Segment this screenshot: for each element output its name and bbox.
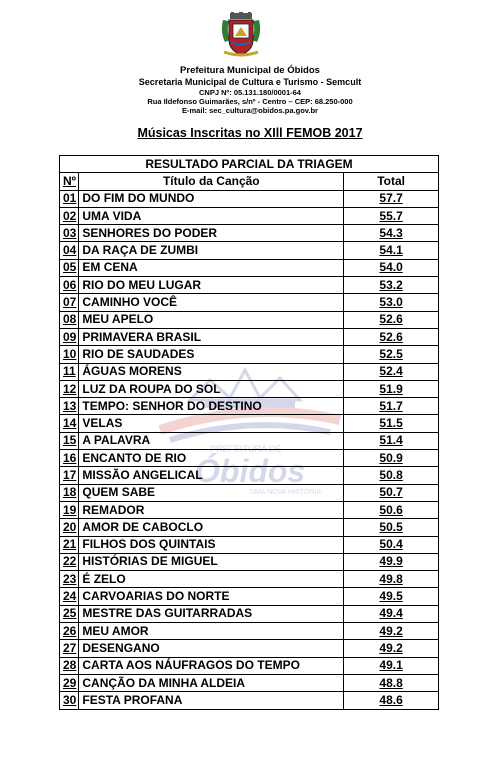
- row-total: 50.4: [344, 536, 439, 553]
- row-title: MISSÃO ANGELICAL: [79, 467, 344, 484]
- row-title: CARVOARIAS DO NORTE: [79, 588, 344, 605]
- row-number: 26: [60, 623, 79, 640]
- row-number: 06: [60, 277, 79, 294]
- table-row: [60, 605, 439, 622]
- row-number: 05: [60, 259, 79, 276]
- row-title: FILHOS DOS QUINTAIS: [79, 536, 344, 553]
- row-title: CANÇÃO DA MINHA ALDEIA: [79, 674, 344, 691]
- row-title: SENHORES DO PODER: [79, 225, 344, 242]
- table-row: [60, 415, 439, 432]
- row-total: 52.5: [344, 346, 439, 363]
- department-name: Secretaria Municipal de Cultura e Turismo - Semcult: [138, 77, 362, 87]
- row-title: QUEM SABE: [79, 484, 344, 501]
- row-number: 11: [60, 363, 79, 380]
- row-total: 49.8: [344, 571, 439, 588]
- table-row: [60, 623, 439, 640]
- row-total: 49.4: [344, 605, 439, 622]
- row-total: 50.9: [344, 450, 439, 467]
- table-header-row: [60, 173, 439, 190]
- row-total: 53.2: [344, 277, 439, 294]
- row-title: RIO DO MEU LUGAR: [79, 277, 344, 294]
- row-number: 24: [60, 588, 79, 605]
- table-row: [60, 398, 439, 415]
- row-number: 15: [60, 432, 79, 449]
- row-total: 53.0: [344, 294, 439, 311]
- row-number: 09: [60, 328, 79, 345]
- row-title: AMOR DE CABOCLO: [79, 519, 344, 536]
- header-total: Total: [344, 173, 439, 190]
- table-row: [60, 536, 439, 553]
- table-row: [60, 432, 439, 449]
- table-row: [60, 519, 439, 536]
- table-row: [60, 657, 439, 674]
- row-total: 50.5: [344, 519, 439, 536]
- row-title: EM CENA: [79, 259, 344, 276]
- table-row: [60, 380, 439, 397]
- org-name: Prefeitura Municipal de Óbidos: [180, 65, 320, 76]
- row-number: 23: [60, 571, 79, 588]
- row-total: 51.5: [344, 415, 439, 432]
- table-caption-row: [60, 156, 439, 173]
- row-title: DA RAÇA DE ZUMBI: [79, 242, 344, 259]
- row-title: UMA VIDA: [79, 207, 344, 224]
- row-total: 49.2: [344, 623, 439, 640]
- row-total: 50.8: [344, 467, 439, 484]
- row-total: 57.7: [344, 190, 439, 207]
- row-title: CAMINHO VOCÊ: [79, 294, 344, 311]
- row-number: 02: [60, 207, 79, 224]
- row-total: 48.6: [344, 692, 439, 709]
- row-title: ENCANTO DE RIO: [79, 450, 344, 467]
- row-total: 48.8: [344, 674, 439, 691]
- table-row: [60, 484, 439, 501]
- row-title: ÁGUAS MORENS: [79, 363, 344, 380]
- table-row: [60, 467, 439, 484]
- row-title: DO FIM DO MUNDO: [79, 190, 344, 207]
- watermark-line1: PREFEITURA DE: [210, 444, 282, 454]
- email-line: E-mail: sec_cultura@obidos.pa.gov.br: [182, 106, 318, 115]
- row-number: 25: [60, 605, 79, 622]
- cnpj-line: CNPJ Nº: 05.131.180/0001-64: [199, 88, 301, 97]
- table-row: [60, 190, 439, 207]
- header-number: Nº: [60, 173, 79, 190]
- row-title: MESTRE DAS GUITARRADAS: [79, 605, 344, 622]
- row-number: 03: [60, 225, 79, 242]
- row-total: 51.7: [344, 398, 439, 415]
- row-number: 21: [60, 536, 79, 553]
- row-number: 22: [60, 553, 79, 570]
- row-total: 54.1: [344, 242, 439, 259]
- row-title: REMADOR: [79, 501, 344, 518]
- header-title: Título da Canção: [79, 173, 344, 190]
- table-row: [60, 692, 439, 709]
- row-total: 52.6: [344, 328, 439, 345]
- row-title: A PALAVRA: [79, 432, 344, 449]
- row-number: 13: [60, 398, 79, 415]
- municipal-crest-icon: [220, 12, 262, 58]
- row-number: 30: [60, 692, 79, 709]
- table-row: [60, 346, 439, 363]
- table-body: [60, 190, 439, 709]
- row-title: RIO DE SAUDADES: [79, 346, 344, 363]
- row-number: 08: [60, 311, 79, 328]
- row-title: VELAS: [79, 415, 344, 432]
- row-title: MEU APELO: [79, 311, 344, 328]
- table-row: [60, 311, 439, 328]
- row-total: 49.5: [344, 588, 439, 605]
- table-row: [60, 242, 439, 259]
- table-row: [60, 450, 439, 467]
- table-row: [60, 294, 439, 311]
- row-number: 29: [60, 674, 79, 691]
- row-number: 27: [60, 640, 79, 657]
- row-number: 07: [60, 294, 79, 311]
- row-number: 14: [60, 415, 79, 432]
- row-number: 12: [60, 380, 79, 397]
- row-number: 17: [60, 467, 79, 484]
- table-row: [60, 277, 439, 294]
- row-number: 28: [60, 657, 79, 674]
- table-caption: RESULTADO PARCIAL DA TRIAGEM: [60, 156, 439, 173]
- row-number: 19: [60, 501, 79, 518]
- table-row: [60, 225, 439, 242]
- row-total: 54.3: [344, 225, 439, 242]
- table-row: [60, 553, 439, 570]
- table-row: [60, 640, 439, 657]
- watermark-line3: UMA NOVA HISTÓRIA: [250, 489, 322, 496]
- row-title: TEMPO: SENHOR DO DESTINO: [79, 398, 344, 415]
- row-total: 52.4: [344, 363, 439, 380]
- row-number: 16: [60, 450, 79, 467]
- row-total: 49.1: [344, 657, 439, 674]
- table-row: [60, 207, 439, 224]
- table-row: [60, 571, 439, 588]
- table-row: [60, 501, 439, 518]
- row-title: DESENGANO: [79, 640, 344, 657]
- table-row: [60, 259, 439, 276]
- row-total: 50.7: [344, 484, 439, 501]
- row-number: 10: [60, 346, 79, 363]
- row-title: PRIMAVERA BRASIL: [79, 328, 344, 345]
- row-total: 54.0: [344, 259, 439, 276]
- row-title: CARTA AOS NÁUFRAGOS DO TEMPO: [79, 657, 344, 674]
- table-row: [60, 363, 439, 380]
- row-title: É ZELO: [79, 571, 344, 588]
- row-total: 52.6: [344, 311, 439, 328]
- row-title: HISTÓRIAS DE MIGUEL: [79, 553, 344, 570]
- row-total: 55.7: [344, 207, 439, 224]
- row-title: LUZ DA ROUPA DO SOL: [79, 380, 344, 397]
- row-number: 04: [60, 242, 79, 259]
- watermark-line2: Óbidos: [195, 453, 306, 489]
- document-title: Músicas Inscritas no XIll FEMOB 2017: [137, 126, 363, 140]
- address-line: Rua Ildefonso Guimarães, s/nº - Centro – CEP: 68.250-000: [147, 97, 353, 106]
- table-row: [60, 674, 439, 691]
- row-number: 20: [60, 519, 79, 536]
- row-total: 50.6: [344, 501, 439, 518]
- row-number: 18: [60, 484, 79, 501]
- results-table: [59, 155, 439, 710]
- table-row: [60, 588, 439, 605]
- row-number: 01: [60, 190, 79, 207]
- row-total: 51.9: [344, 380, 439, 397]
- row-total: 49.9: [344, 553, 439, 570]
- row-total: 51.4: [344, 432, 439, 449]
- row-total: 49.2: [344, 640, 439, 657]
- row-title: FESTA PROFANA: [79, 692, 344, 709]
- row-title: MEU AMOR: [79, 623, 344, 640]
- table-row: [60, 328, 439, 345]
